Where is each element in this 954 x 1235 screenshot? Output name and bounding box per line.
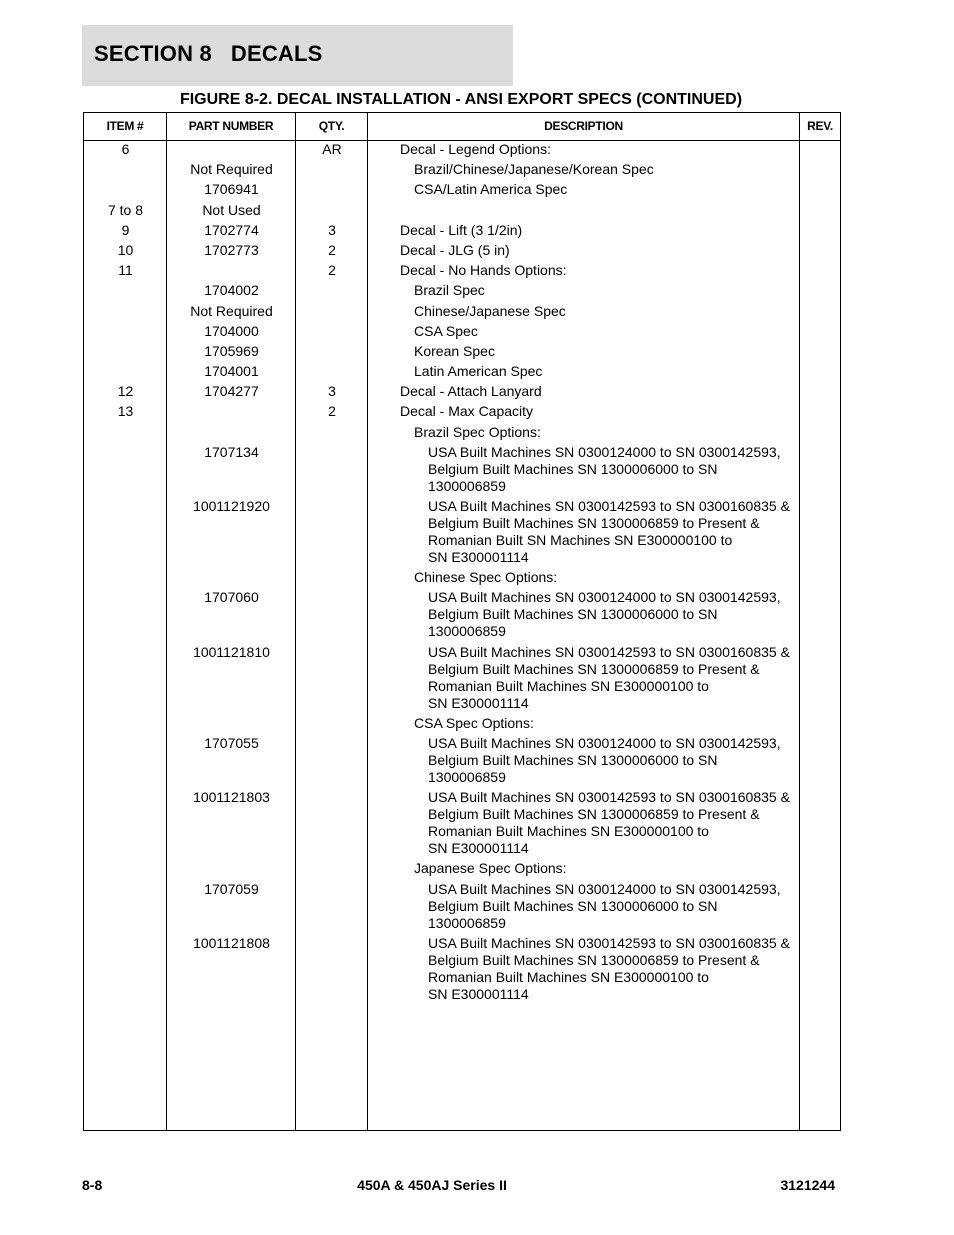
table-row — [84, 262, 840, 282]
figure-title: FIGURE 8-2. DECAL INSTALLATION - ANSI EXPORT SPECS (CONTINUED) — [179, 91, 743, 108]
table-row — [84, 141, 840, 161]
section-banner — [82, 25, 513, 86]
table-row — [84, 161, 840, 181]
quantity: 2 — [328, 403, 336, 420]
table-row — [84, 735, 840, 789]
item-number: 13 — [117, 403, 134, 420]
table-body — [84, 141, 840, 1006]
description: Japanese Spec Options: — [414, 860, 567, 877]
quantity: 2 — [328, 241, 336, 258]
table-row — [84, 935, 840, 1006]
description: USA Built Machines SN 0300142593 to SN 0300160835 & Belgium Built Machines SN 1300006859 to Present & Romanian Built Machines SN E300000100 to SN E300001114 — [428, 934, 790, 1002]
item-number: 12 — [117, 383, 134, 400]
item-number: 6 — [121, 141, 130, 157]
part-number: 1001121808 — [193, 934, 270, 951]
part-number: 1707059 — [204, 880, 259, 897]
table-row — [84, 303, 840, 323]
description: CSA/Latin America Spec — [414, 181, 568, 198]
part-number: 1001121920 — [193, 498, 270, 514]
quantity: 2 — [328, 262, 336, 279]
parts-table — [83, 112, 841, 1131]
table-row — [84, 383, 840, 403]
description: Decal - Attach Lanyard — [400, 383, 542, 400]
description: Decal - Max Capacity — [400, 403, 534, 420]
description: Chinese/Japanese Spec — [414, 302, 566, 319]
table-header — [84, 113, 840, 141]
description: Korean Spec — [414, 342, 495, 359]
quantity: AR — [322, 141, 342, 157]
table-row — [84, 403, 840, 423]
table-row — [84, 569, 840, 589]
part-number: 1702774 — [204, 221, 259, 238]
description: Chinese Spec Options: — [414, 569, 558, 586]
header-rev: REV. — [807, 119, 833, 133]
table-row — [84, 181, 840, 201]
part-number: 1001121803 — [193, 789, 270, 806]
table-row — [84, 644, 840, 715]
description: Decal - Legend Options: — [400, 141, 551, 157]
table-row — [84, 363, 840, 383]
part-number: 1705969 — [204, 342, 259, 359]
item-number: 7 to 8 — [107, 201, 144, 218]
part-number: 1707060 — [204, 589, 259, 606]
description: USA Built Machines SN 0300142593 to SN 0300160835 & Belgium Built Machines SN 1300006859 to Present & Romanian Built Machines SN E300000100 to SN E300001114 — [428, 643, 790, 711]
item-number: 11 — [118, 262, 133, 279]
description: USA Built Machines SN 0300124000 to SN 0300142593, Belgium Built Machines SN 1300006000 to SN 1300006859 — [428, 734, 781, 785]
table-row — [84, 222, 840, 242]
table-row — [84, 589, 840, 643]
table-row — [84, 715, 840, 735]
section-title: SECTION 8 DECALS — [94, 41, 323, 66]
quantity: 3 — [328, 383, 336, 400]
table-row — [84, 860, 840, 880]
description: Brazil Spec Options: — [414, 423, 541, 440]
part-number: 1702773 — [204, 241, 259, 258]
part-number: 1707134 — [204, 443, 259, 460]
description: USA Built Machines SN 0300142593 to SN 0300160835 & Belgium Built Machines SN 1300006859 to Present & Romanian Built SN Machines SN E300000100 to SN E300001114 — [428, 498, 790, 565]
footer-model: 450A & 450AJ Series II — [357, 1177, 507, 1193]
description: USA Built Machines SN 0300142593 to SN 0300160835 & Belgium Built Machines SN 1300006859 to Present & Romanian Built Machines SN E300000100 to SN E300001114 — [428, 789, 790, 857]
description: USA Built Machines SN 0300124000 to SN 0300142593, Belgium Built Machines SN 1300006000 to SN 1300006859 — [428, 589, 781, 640]
part-number: 1707055 — [204, 734, 259, 751]
table-row — [84, 323, 840, 343]
table-row — [84, 881, 840, 935]
footer-doc-number: 3121244 — [780, 1177, 835, 1193]
description: Decal - Lift (3 1/2in) — [400, 221, 523, 238]
part-number: 1704277 — [204, 383, 259, 400]
table-row — [84, 343, 840, 363]
item-number: 9 — [121, 221, 130, 238]
part-number: 1704002 — [204, 282, 259, 299]
description: Latin American Spec — [414, 363, 543, 380]
header-qty: QTY. — [318, 119, 345, 133]
part-number: Not Used — [202, 201, 261, 218]
header-description: DESCRIPTION — [544, 119, 623, 133]
header-item: ITEM # — [106, 119, 144, 133]
table-row — [84, 444, 840, 498]
description: CSA Spec Options: — [414, 714, 534, 731]
quantity: 3 — [328, 221, 336, 238]
table-row — [84, 789, 840, 860]
table-row — [84, 424, 840, 444]
description: USA Built Machines SN 0300124000 to SN 0300142593, Belgium Built Machines SN 1300006000 to SN 1300006859 — [428, 443, 781, 494]
description: CSA Spec — [414, 322, 478, 339]
header-part-number: PART NUMBER — [188, 119, 274, 133]
part-number: 1706941 — [204, 181, 259, 198]
part-number: Not Required — [190, 161, 273, 178]
table-row — [84, 242, 840, 262]
table-row — [84, 282, 840, 302]
footer-page-number: 8-8 — [82, 1177, 103, 1193]
table-row — [84, 202, 840, 222]
description — [400, 202, 800, 219]
description: Brazil/Chinese/Japanese/Korean Spec — [414, 161, 654, 178]
part-number: 1704000 — [204, 322, 259, 339]
table-row — [84, 498, 840, 569]
part-number: Not Required — [190, 302, 273, 319]
description: Brazil Spec — [414, 282, 485, 299]
part-number: 1704001 — [204, 363, 259, 380]
item-number: 10 — [117, 241, 134, 258]
part-number: 1001121810 — [193, 643, 270, 660]
description: Decal - JLG (5 in) — [400, 241, 510, 258]
description: USA Built Machines SN 0300124000 to SN 0300142593, Belgium Built Machines SN 1300006000 to SN 1300006859 — [428, 880, 781, 931]
description: Decal - No Hands Options: — [400, 262, 567, 279]
